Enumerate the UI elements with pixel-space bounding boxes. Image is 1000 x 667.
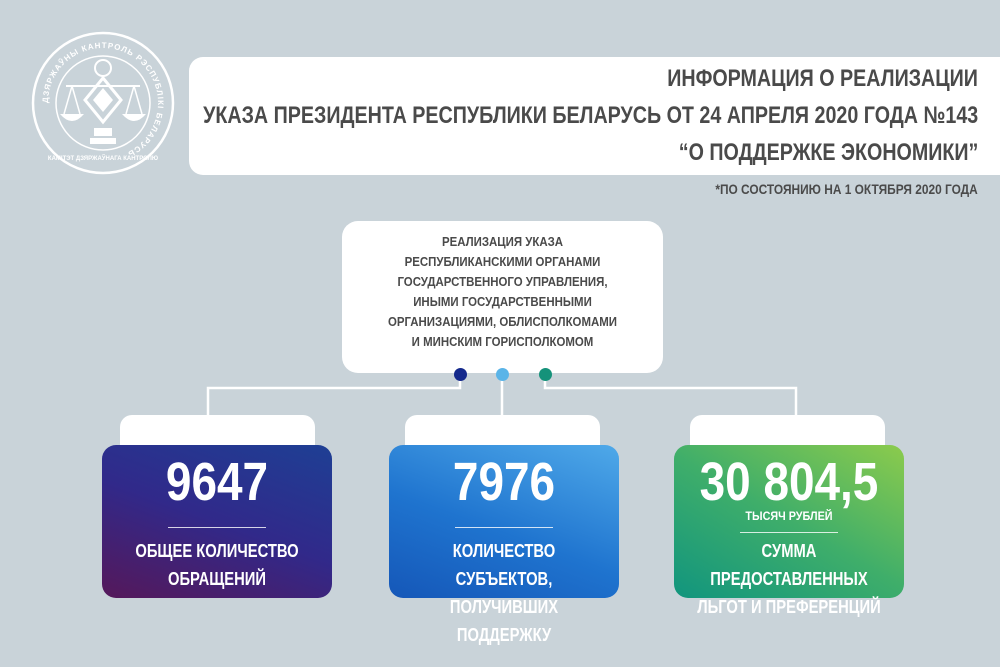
title-line-2: УКАЗА ПРЕЗИДЕНТА РЕСПУБЛИКИ БЕЛАРУСЬ ОТ 24 АПРЕЛЯ 2020 ГОДА №143 <box>202 102 978 129</box>
emblem-bottom-text: КАМІТЭТ ДЗЯРЖАЎНАГА КАНТРОЛЮ <box>47 156 159 162</box>
stat-card-total-appeals <box>102 445 332 598</box>
title-banner <box>189 57 1000 175</box>
stat-value: 9647 <box>165 452 269 512</box>
implementation-description-text: РЕАЛИЗАЦИЯ УКАЗА РЕСПУБЛИКАНСКИМИ ОРГАНАМИ ГОСУДАРСТВЕННОГО УПРАВЛЕНИЯ, ИНЫМИ ГОСУДАРСТВЕННЫМИ ОРГАНИЗАЦИЯМИ, ОБЛИСПОЛКОМАМИ И МИНСКИМ ГОРИСПОЛКОМОМ <box>387 234 618 349</box>
as-of-date-note: *ПО СОСТОЯНИЮ НА 1 ОКТЯБРЯ 2020 ГОДА <box>715 181 978 197</box>
implementation-description-box <box>342 221 663 373</box>
stat-card-supported-entities <box>389 445 619 645</box>
connector-dot-right <box>539 368 552 381</box>
connector-dot-middle <box>496 368 509 381</box>
stat-value: 7976 <box>452 452 556 512</box>
divider <box>168 527 266 528</box>
stat-label: ОБЩЕЕ КОЛИЧЕСТВО ОБРАЩЕНИЙ <box>135 541 299 589</box>
stat-label: КОЛИЧЕСТВО СУБЪЕКТОВ, ПОЛУЧИВШИХ ПОДДЕРЖКУ <box>449 541 559 645</box>
title-line-1: ИНФОРМАЦИЯ О РЕАЛИЗАЦИИ <box>667 65 978 92</box>
state-control-emblem <box>28 28 178 178</box>
stat-label: СУММА ПРЕДОСТАВЛЕННЫХ ЛЬГОТ И ПРЕФЕРЕНЦИЙ <box>697 541 881 617</box>
title-line-3: “О ПОДДЕРЖКЕ ЭКОНОМИКИ” <box>678 139 978 166</box>
stat-unit: ТЫСЯЧ РУБЛЕЙ <box>745 509 833 523</box>
stat-value: 30 804,5 <box>699 452 879 512</box>
connector-dot-left <box>454 368 467 381</box>
emblem-ring-text: ДЗЯРЖАЎНЫ КАНТРОЛЬ РЭСПУБЛІКІ БЕЛАРУСЬ <box>40 40 166 159</box>
divider <box>740 532 838 533</box>
stat-card-benefits-amount <box>674 445 904 617</box>
divider <box>455 527 553 528</box>
